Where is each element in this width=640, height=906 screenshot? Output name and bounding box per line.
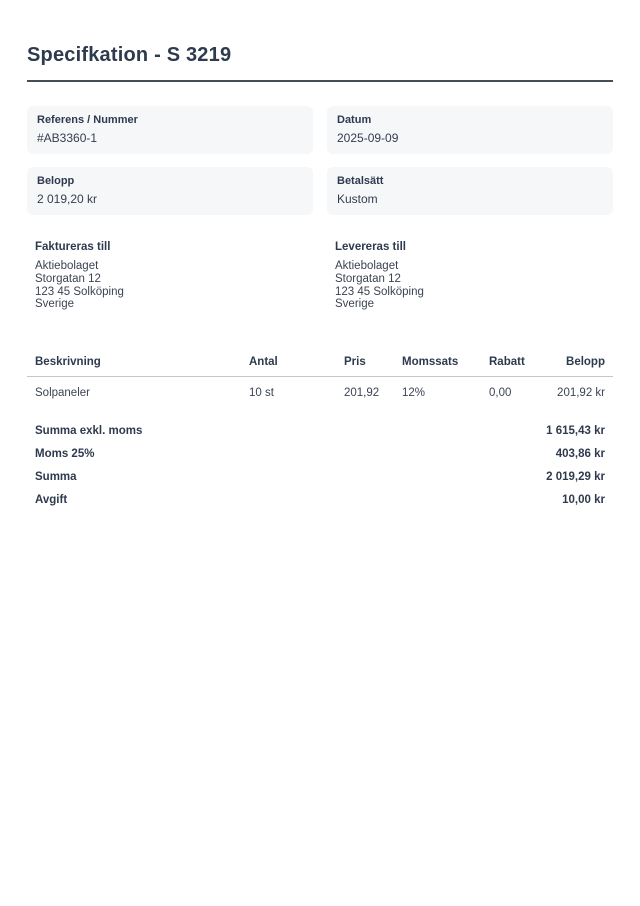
cell-discount: 0,00	[489, 387, 512, 400]
address-section	[27, 241, 613, 311]
cell-vat-rate: 12%	[402, 387, 426, 400]
address-line: Sverige	[335, 298, 374, 311]
total-row-vat	[27, 448, 613, 461]
info-box-label: Betalsätt	[337, 175, 384, 187]
address-line: Storgatan 12	[35, 272, 101, 285]
column-header-discount: Rabatt	[489, 356, 545, 377]
billing-address-heading: Faktureras till	[35, 241, 111, 253]
info-box-label: Belopp	[37, 175, 75, 187]
title-divider	[27, 80, 613, 82]
info-box-date	[327, 106, 613, 154]
total-label: Avgift	[35, 494, 68, 507]
table-header-row	[27, 356, 613, 377]
address-line: 123 45 Solköping	[335, 285, 424, 298]
total-row-subtotal	[27, 425, 613, 438]
page-title: Specifkation - S 3219	[27, 44, 232, 66]
billing-address-lines	[35, 260, 313, 311]
total-value: 10,00 kr	[562, 494, 605, 507]
total-value: 1 615,43 kr	[546, 425, 605, 438]
cell-amount: 201,92 kr	[557, 387, 605, 400]
info-box-grid	[27, 106, 613, 215]
total-row-total	[27, 471, 613, 484]
shipping-address-heading: Levereras till	[335, 241, 406, 253]
info-box-amount	[27, 167, 313, 215]
address-line: Aktiebolaget	[335, 260, 399, 272]
table-row	[27, 377, 613, 401]
cell-quantity: 10 st	[249, 387, 274, 400]
address-line: 123 45 Solköping	[35, 285, 124, 298]
info-box-payment-method	[327, 167, 613, 215]
address-line: Aktiebolaget	[35, 260, 99, 272]
column-header-amount: Belopp	[545, 356, 613, 377]
column-header-quantity: Antal	[249, 356, 344, 377]
column-header-price: Pris	[344, 356, 402, 377]
total-label: Moms 25%	[35, 448, 95, 461]
cell-price: 201,92	[344, 387, 380, 400]
shipping-address	[327, 241, 613, 311]
info-box-value: #AB3360-1	[37, 131, 98, 145]
total-row-fee	[27, 494, 613, 507]
address-line: Sverige	[35, 298, 74, 311]
shipping-address-lines	[335, 260, 613, 311]
billing-address	[27, 241, 313, 311]
column-header-vat-rate: Momssats	[402, 356, 489, 377]
address-line: Storgatan 12	[335, 272, 401, 285]
info-box-reference	[27, 106, 313, 154]
total-label: Summa exkl. moms	[35, 425, 143, 438]
info-box-value: 2 019,20 kr	[37, 192, 98, 206]
column-header-description: Beskrivning	[27, 356, 249, 377]
info-box-value: Kustom	[337, 192, 378, 206]
cell-description: Solpaneler	[35, 387, 90, 400]
info-box-label: Referens / Nummer	[37, 114, 138, 126]
total-label: Summa	[35, 471, 77, 484]
line-items-table	[27, 356, 613, 400]
info-box-label: Datum	[337, 114, 372, 126]
totals-section	[27, 425, 613, 507]
total-value: 2 019,29 kr	[546, 471, 605, 484]
info-box-value: 2025-09-09	[337, 131, 399, 145]
total-value: 403,86 kr	[555, 448, 605, 461]
